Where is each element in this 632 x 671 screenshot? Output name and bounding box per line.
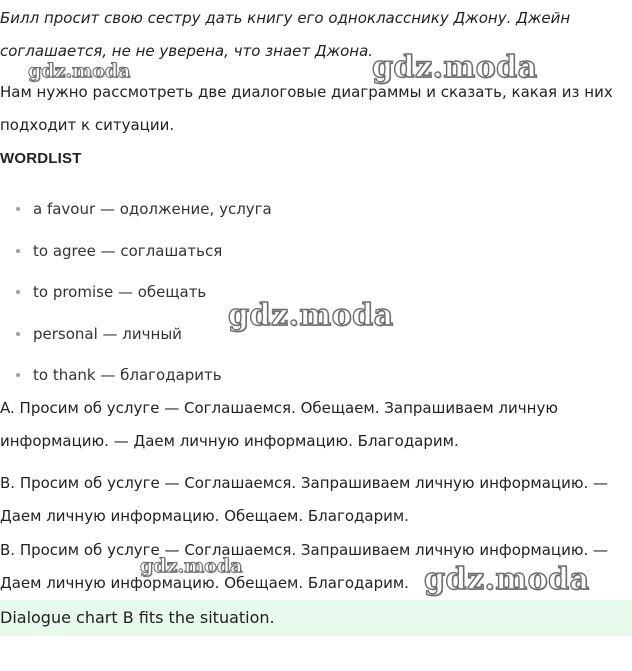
bullet-icon [16,290,20,294]
intro-text: Билл просит свою сестру дать книгу его однокласснику Джону. Джейн соглашается, не не уверена, что знает Джона. [0,9,571,60]
watermark: gdz.moda [140,555,243,577]
wordlist-item: a favour — одолжение, услуга [0,190,400,232]
bullet-icon [16,207,20,211]
answer-box [0,600,632,636]
wordlist-item: to thank — благодарить [0,356,400,398]
watermark: gdz.moda [228,298,394,333]
watermark: gdz.moda [372,50,538,85]
wordlist-item: personal — личный [0,315,400,357]
option-b: B. Просим об услуге — Соглашаемся. Запрашиваем личную информацию. — Даем личную информацию. Обещаем. Благодарим. [0,474,609,525]
wordlist-item: to agree — соглашаться [0,232,400,274]
task-text: Нам нужно рассмотреть две диалоговые диаграммы и сказать, какая из них подходит к ситуации. [0,83,613,134]
bullet-icon [16,373,20,377]
answer-text: Dialogue chart B fits the situation. [0,608,275,627]
wordlist-title: WORDLIST [0,150,82,167]
wordlist-item: to promise — обещать [0,273,400,315]
option-a: A. Просим об услуге — Соглашаемся. Обещаем. Запрашиваем личную информацию. — Даем личную информацию. Благодарим. [0,399,558,450]
option-b-repeat: B. Просим об услуге — Соглашаемся. Запрашиваем личную информацию. — Даем личную информацию. Обещаем. Благодарим. [0,541,609,592]
watermark: gdz.moda [28,60,131,82]
wordlist [0,190,400,398]
watermark: gdz.moda [424,562,590,597]
bullet-icon [16,249,20,253]
bullet-icon [16,332,20,336]
